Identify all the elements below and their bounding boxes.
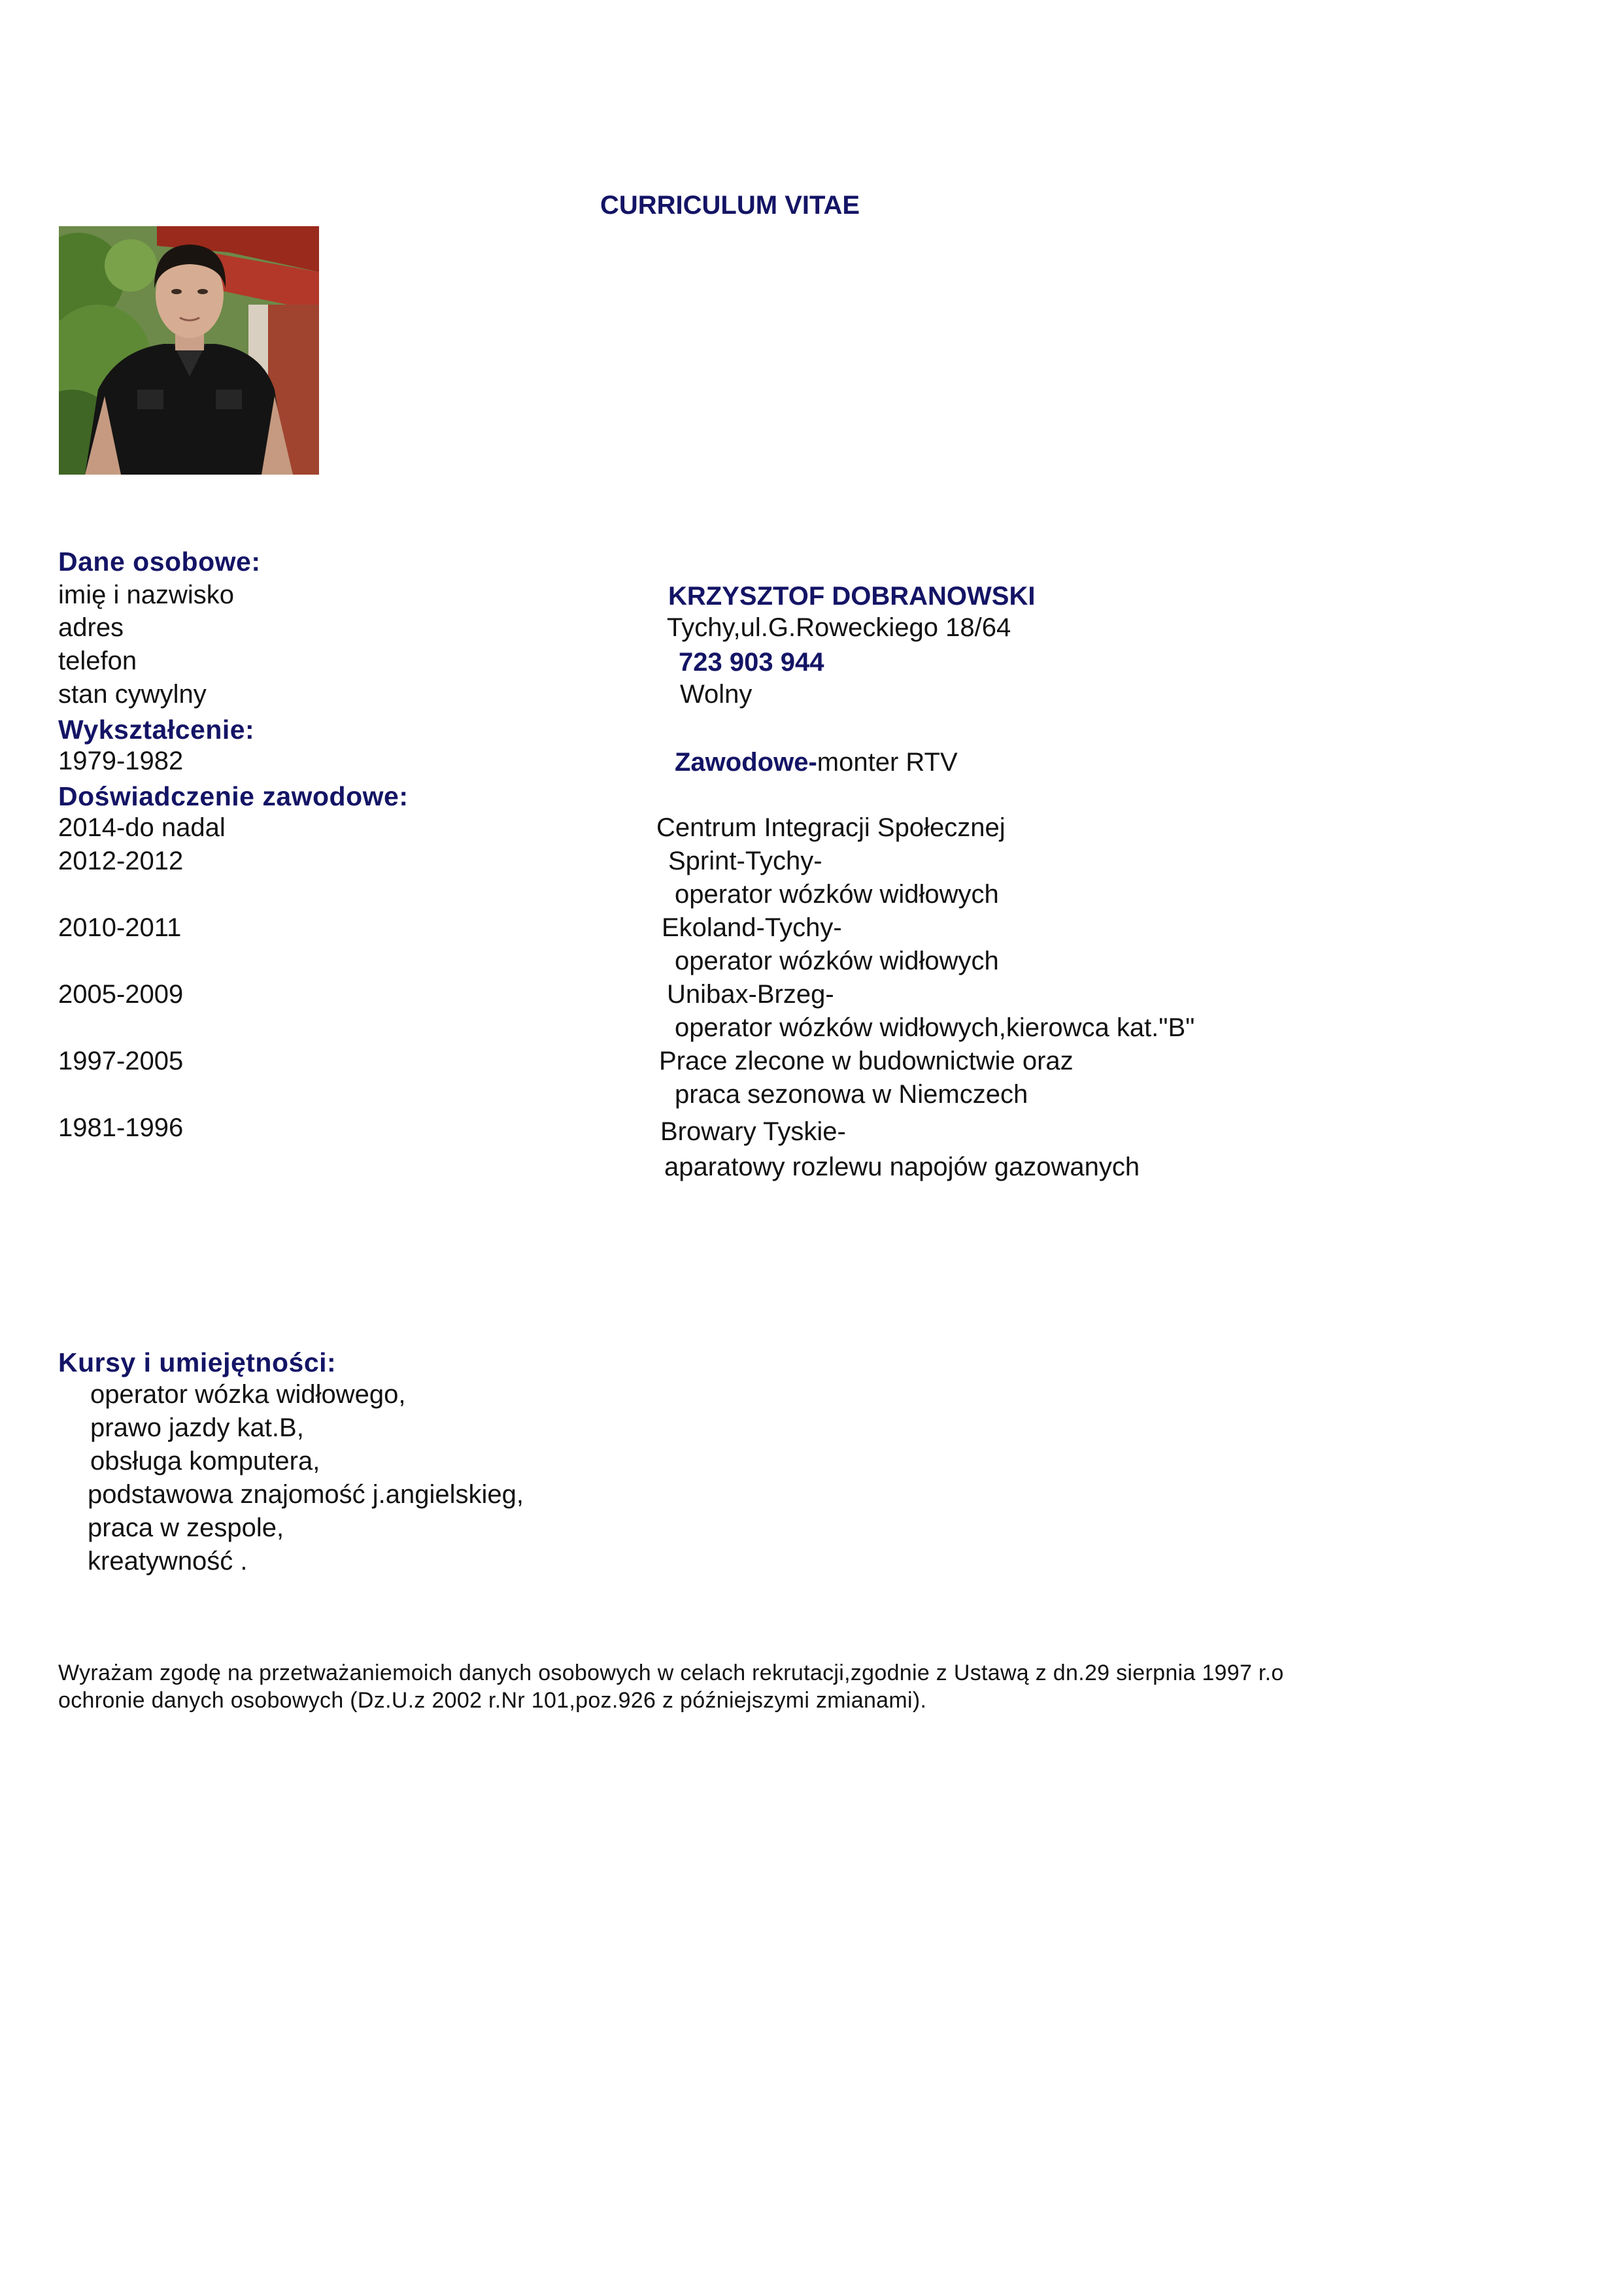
section-heading-skills: Kursy i umiejętności: [58, 1347, 337, 1377]
name-value: KRZYSZTOF DOBRANOWSKI [668, 582, 1036, 611]
education-detail: monter RTV [817, 748, 958, 777]
experience-employer: Sprint-Tychy- [668, 847, 822, 875]
experience-period: 2010-2011 [58, 913, 182, 942]
phone-value: 723 903 944 [679, 648, 824, 677]
marital-status-label: stan cywylny [58, 680, 207, 709]
skill-item: operator wózka widłowego, [90, 1380, 406, 1409]
education-type: Zawodowe- [675, 748, 817, 777]
skill-item: kreatywność . [88, 1547, 248, 1576]
address-label: adres [58, 613, 124, 642]
consent-line: Wyrażam zgodę na przetważaniemoich danych osobowych w celach rekrutacji,zgodnie z Ustawą z dn.29 sierpnia 1997 r.o [58, 1661, 1284, 1685]
experience-period: 2005-2009 [58, 980, 184, 1009]
experience-role: aparatowy rozlewu napojów gazowanych [664, 1153, 1140, 1181]
name-label: imię i nazwisko [58, 581, 234, 609]
experience-employer: Browary Tyskie- [660, 1117, 846, 1146]
skill-item: podstawowa znajomość j.angielskieg, [88, 1480, 524, 1509]
experience-period: 1997-2005 [58, 1047, 184, 1075]
phone-label: telefon [58, 647, 137, 675]
education-entry [675, 748, 958, 777]
experience-role: operator wózków widłowych,kierowca kat."B" [675, 1013, 1195, 1042]
skill-item: praca w zespole, [88, 1513, 284, 1542]
section-heading-personal: Dane osobowe: [58, 547, 261, 577]
profile-photo [59, 226, 319, 475]
experience-role: operator wózków widłowych [675, 880, 999, 909]
skill-item: prawo jazdy kat.B, [90, 1413, 304, 1442]
experience-employer: Ekoland-Tychy- [662, 913, 842, 942]
education-period: 1979-1982 [58, 747, 184, 775]
experience-employer: Prace zlecone w budownictwie oraz [659, 1047, 1074, 1075]
experience-period: 2012-2012 [58, 847, 184, 875]
section-heading-education: Wykształcenie: [58, 715, 255, 745]
experience-employer: Unibax-Brzeg- [667, 980, 834, 1009]
section-heading-experience: Doświadczenie zawodowe: [58, 781, 409, 811]
experience-employer: Centrum Integracji Społecznej [656, 813, 1006, 842]
experience-period: 2014-do nadal [58, 813, 226, 842]
consent-line: ochronie danych osobowych (Dz.U.z 2002 r.Nr 101,poz.926 z późniejszymi zmianami). [58, 1688, 927, 1713]
skill-item: obsługa komputera, [90, 1447, 320, 1476]
document-title: CURRICULUM VITAE [600, 191, 860, 220]
marital-status-value: Wolny [680, 680, 753, 709]
experience-role: praca sezonowa w Niemczech [675, 1080, 1028, 1109]
experience-period: 1981-1996 [58, 1113, 184, 1142]
address-value: Tychy,ul.G.Roweckiego 18/64 [667, 613, 1011, 642]
experience-role: operator wózków widłowych [675, 947, 999, 975]
